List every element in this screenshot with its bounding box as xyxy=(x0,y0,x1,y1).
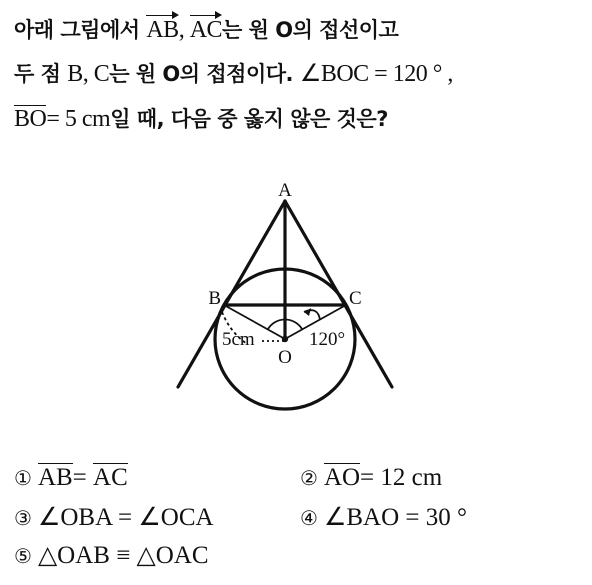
segment-ac: AC xyxy=(93,464,128,491)
option-number: ② xyxy=(300,466,318,490)
option-text: ∠OBA = ∠OCA xyxy=(37,504,214,531)
option-text: △OAB ≡ △OAC xyxy=(37,542,209,569)
segment-ao: AO xyxy=(323,464,361,491)
option-number: ⑤ xyxy=(14,544,32,568)
option-5[interactable] xyxy=(14,540,209,570)
arrow-head xyxy=(304,308,311,316)
question-text: 는 원 O의 접선이고 xyxy=(222,18,399,42)
comma: , xyxy=(178,17,190,43)
option-number: ③ xyxy=(14,506,32,530)
option-1[interactable] xyxy=(14,464,128,492)
label-a: A xyxy=(278,180,292,201)
vector-ac: AC xyxy=(189,17,223,43)
comma: , xyxy=(82,61,94,87)
option-value: = 12 cm xyxy=(360,464,443,491)
comma: , xyxy=(441,61,453,87)
option-3[interactable] xyxy=(14,502,214,532)
point-b: B xyxy=(67,61,83,87)
equals-sign: = xyxy=(72,464,94,491)
option-number: ④ xyxy=(300,506,318,530)
label-c: C xyxy=(349,288,362,309)
length-label: 5cm xyxy=(222,329,255,350)
label-o: O xyxy=(278,347,292,368)
segment-bo: BO xyxy=(14,106,47,132)
vector-ab: AB xyxy=(146,17,179,43)
label-b: B xyxy=(208,288,221,309)
option-text: ∠BAO = 30 ° xyxy=(323,504,467,531)
center-point xyxy=(282,336,288,342)
option-number: ① xyxy=(14,466,32,490)
tangent-line-ab xyxy=(178,201,285,387)
angle-boc: ∠BOC = 120 ° xyxy=(299,61,442,87)
segment-ab: AB xyxy=(37,464,73,491)
option-4[interactable] xyxy=(300,502,467,532)
question-text: 일 때, 다음 중 옳지 않은 것은? xyxy=(110,107,388,131)
question-text: 아래 그림에서 xyxy=(14,18,147,42)
point-c: C xyxy=(93,61,110,87)
option-2[interactable] xyxy=(300,464,442,492)
question-text: 는 원 O의 접점이다. xyxy=(109,62,300,86)
tangent-line-ac xyxy=(285,201,392,387)
length-value: = 5 cm xyxy=(46,106,111,132)
question-text: 두 점 xyxy=(14,62,68,86)
angle-label: 120° xyxy=(309,329,346,350)
